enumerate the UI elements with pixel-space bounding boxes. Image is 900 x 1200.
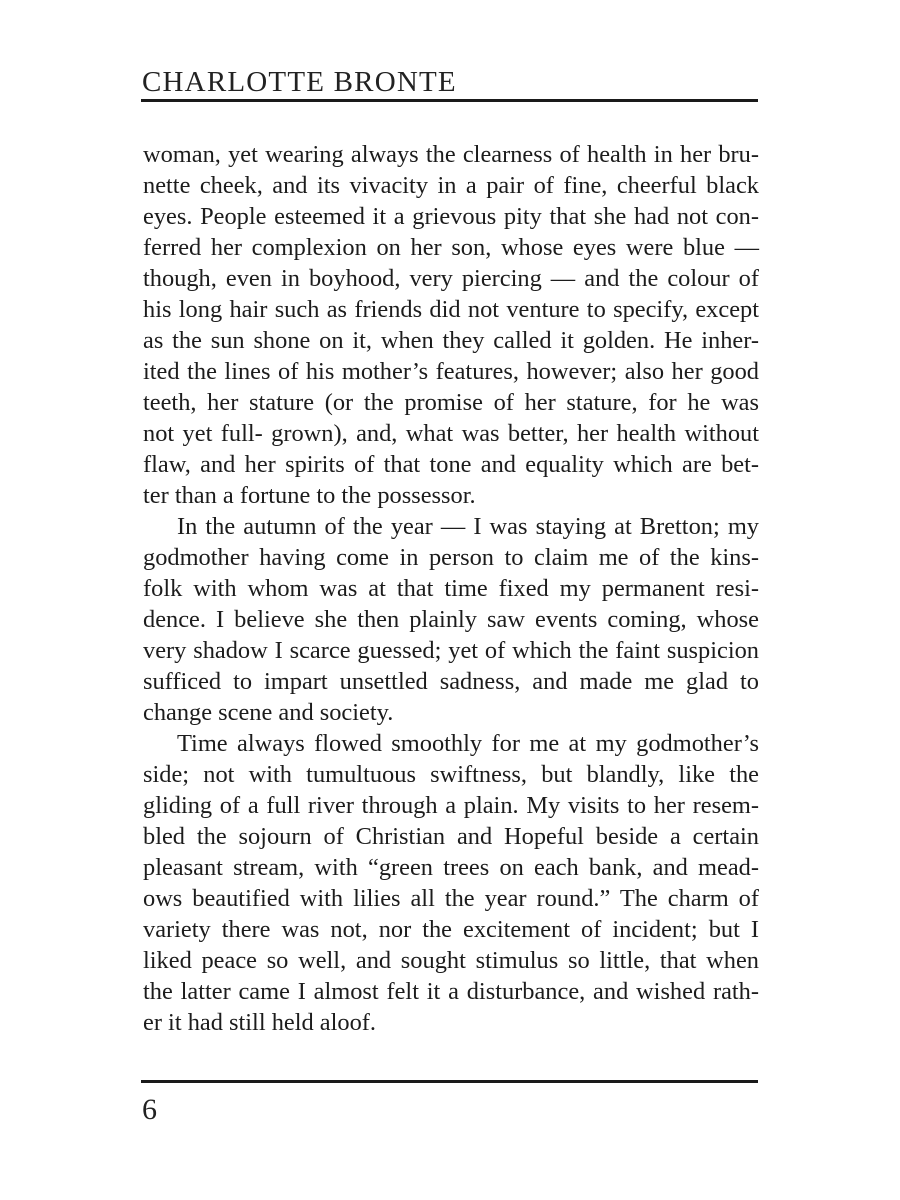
text-line: dence. I believe she then plainly saw events coming, whose xyxy=(143,606,759,633)
text-line: very shadow I scarce guessed; yet of which the faint suspicion xyxy=(143,637,759,664)
text-line: In the autumn of the year — I was staying at Bretton; my xyxy=(177,513,759,540)
text-line: bled the sojourn of Christian and Hopeful beside a certain xyxy=(143,823,759,850)
text-line: woman, yet wearing always the clearness of health in her bru- xyxy=(143,141,759,168)
text-line: ows beautified with lilies all the year round.” The charm of xyxy=(143,885,759,912)
text-line: not yet full- grown), and, what was better, her health without xyxy=(143,420,759,447)
text-line: as the sun shone on it, when they called it golden. He inher- xyxy=(143,327,759,354)
text-line: liked peace so well, and sought stimulus so little, that when xyxy=(143,947,759,974)
text-line: the latter came I almost felt it a disturbance, and wished rath- xyxy=(143,978,759,1005)
header-rule xyxy=(141,99,758,102)
text-line: gliding of a full river through a plain. My visits to her resem- xyxy=(143,792,759,819)
text-line: flaw, and her spirits of that tone and equality which are bet- xyxy=(143,451,759,478)
text-line: side; not with tumultuous swiftness, but blandly, like the xyxy=(143,761,759,788)
text-line: pleasant stream, with “green trees on each bank, and mead- xyxy=(143,854,759,881)
text-line: change scene and society. xyxy=(143,699,394,726)
text-line: folk with whom was at that time fixed my permanent resi- xyxy=(143,575,759,602)
text-line: nette cheek, and its vivacity in a pair of fine, cheerful black xyxy=(143,172,759,199)
text-line: eyes. People esteemed it a grievous pity that she had not con- xyxy=(143,203,759,230)
text-line: er it had still held aloof. xyxy=(143,1009,377,1036)
body-text xyxy=(143,139,759,1038)
text-line: teeth, her stature (or the promise of her stature, for he was xyxy=(143,389,759,416)
text-line: godmother having come in person to claim me of the kins- xyxy=(143,544,759,571)
footer-rule xyxy=(141,1080,758,1083)
running-head: CHARLOTTE BRONTE xyxy=(142,66,457,98)
paragraph xyxy=(143,139,759,511)
paragraph xyxy=(143,728,759,1038)
page-number: 6 xyxy=(142,1093,157,1126)
text-line: ferred her complexion on her son, whose eyes were blue — xyxy=(143,234,759,261)
text-line: variety there was not, nor the excitement of incident; but I xyxy=(143,916,759,943)
text-line: though, even in boyhood, very piercing — and the colour of xyxy=(143,265,759,292)
text-line: Time always flowed smoothly for me at my godmother’s xyxy=(177,730,759,757)
text-line: sufficed to impart unsettled sadness, and made me glad to xyxy=(143,668,759,695)
text-line: ter than a fortune to the possessor. xyxy=(143,482,476,509)
paragraph xyxy=(143,511,759,728)
text-line: his long hair such as friends did not venture to specify, except xyxy=(143,296,759,323)
text-line: ited the lines of his mother’s features, however; also her good xyxy=(143,358,759,385)
